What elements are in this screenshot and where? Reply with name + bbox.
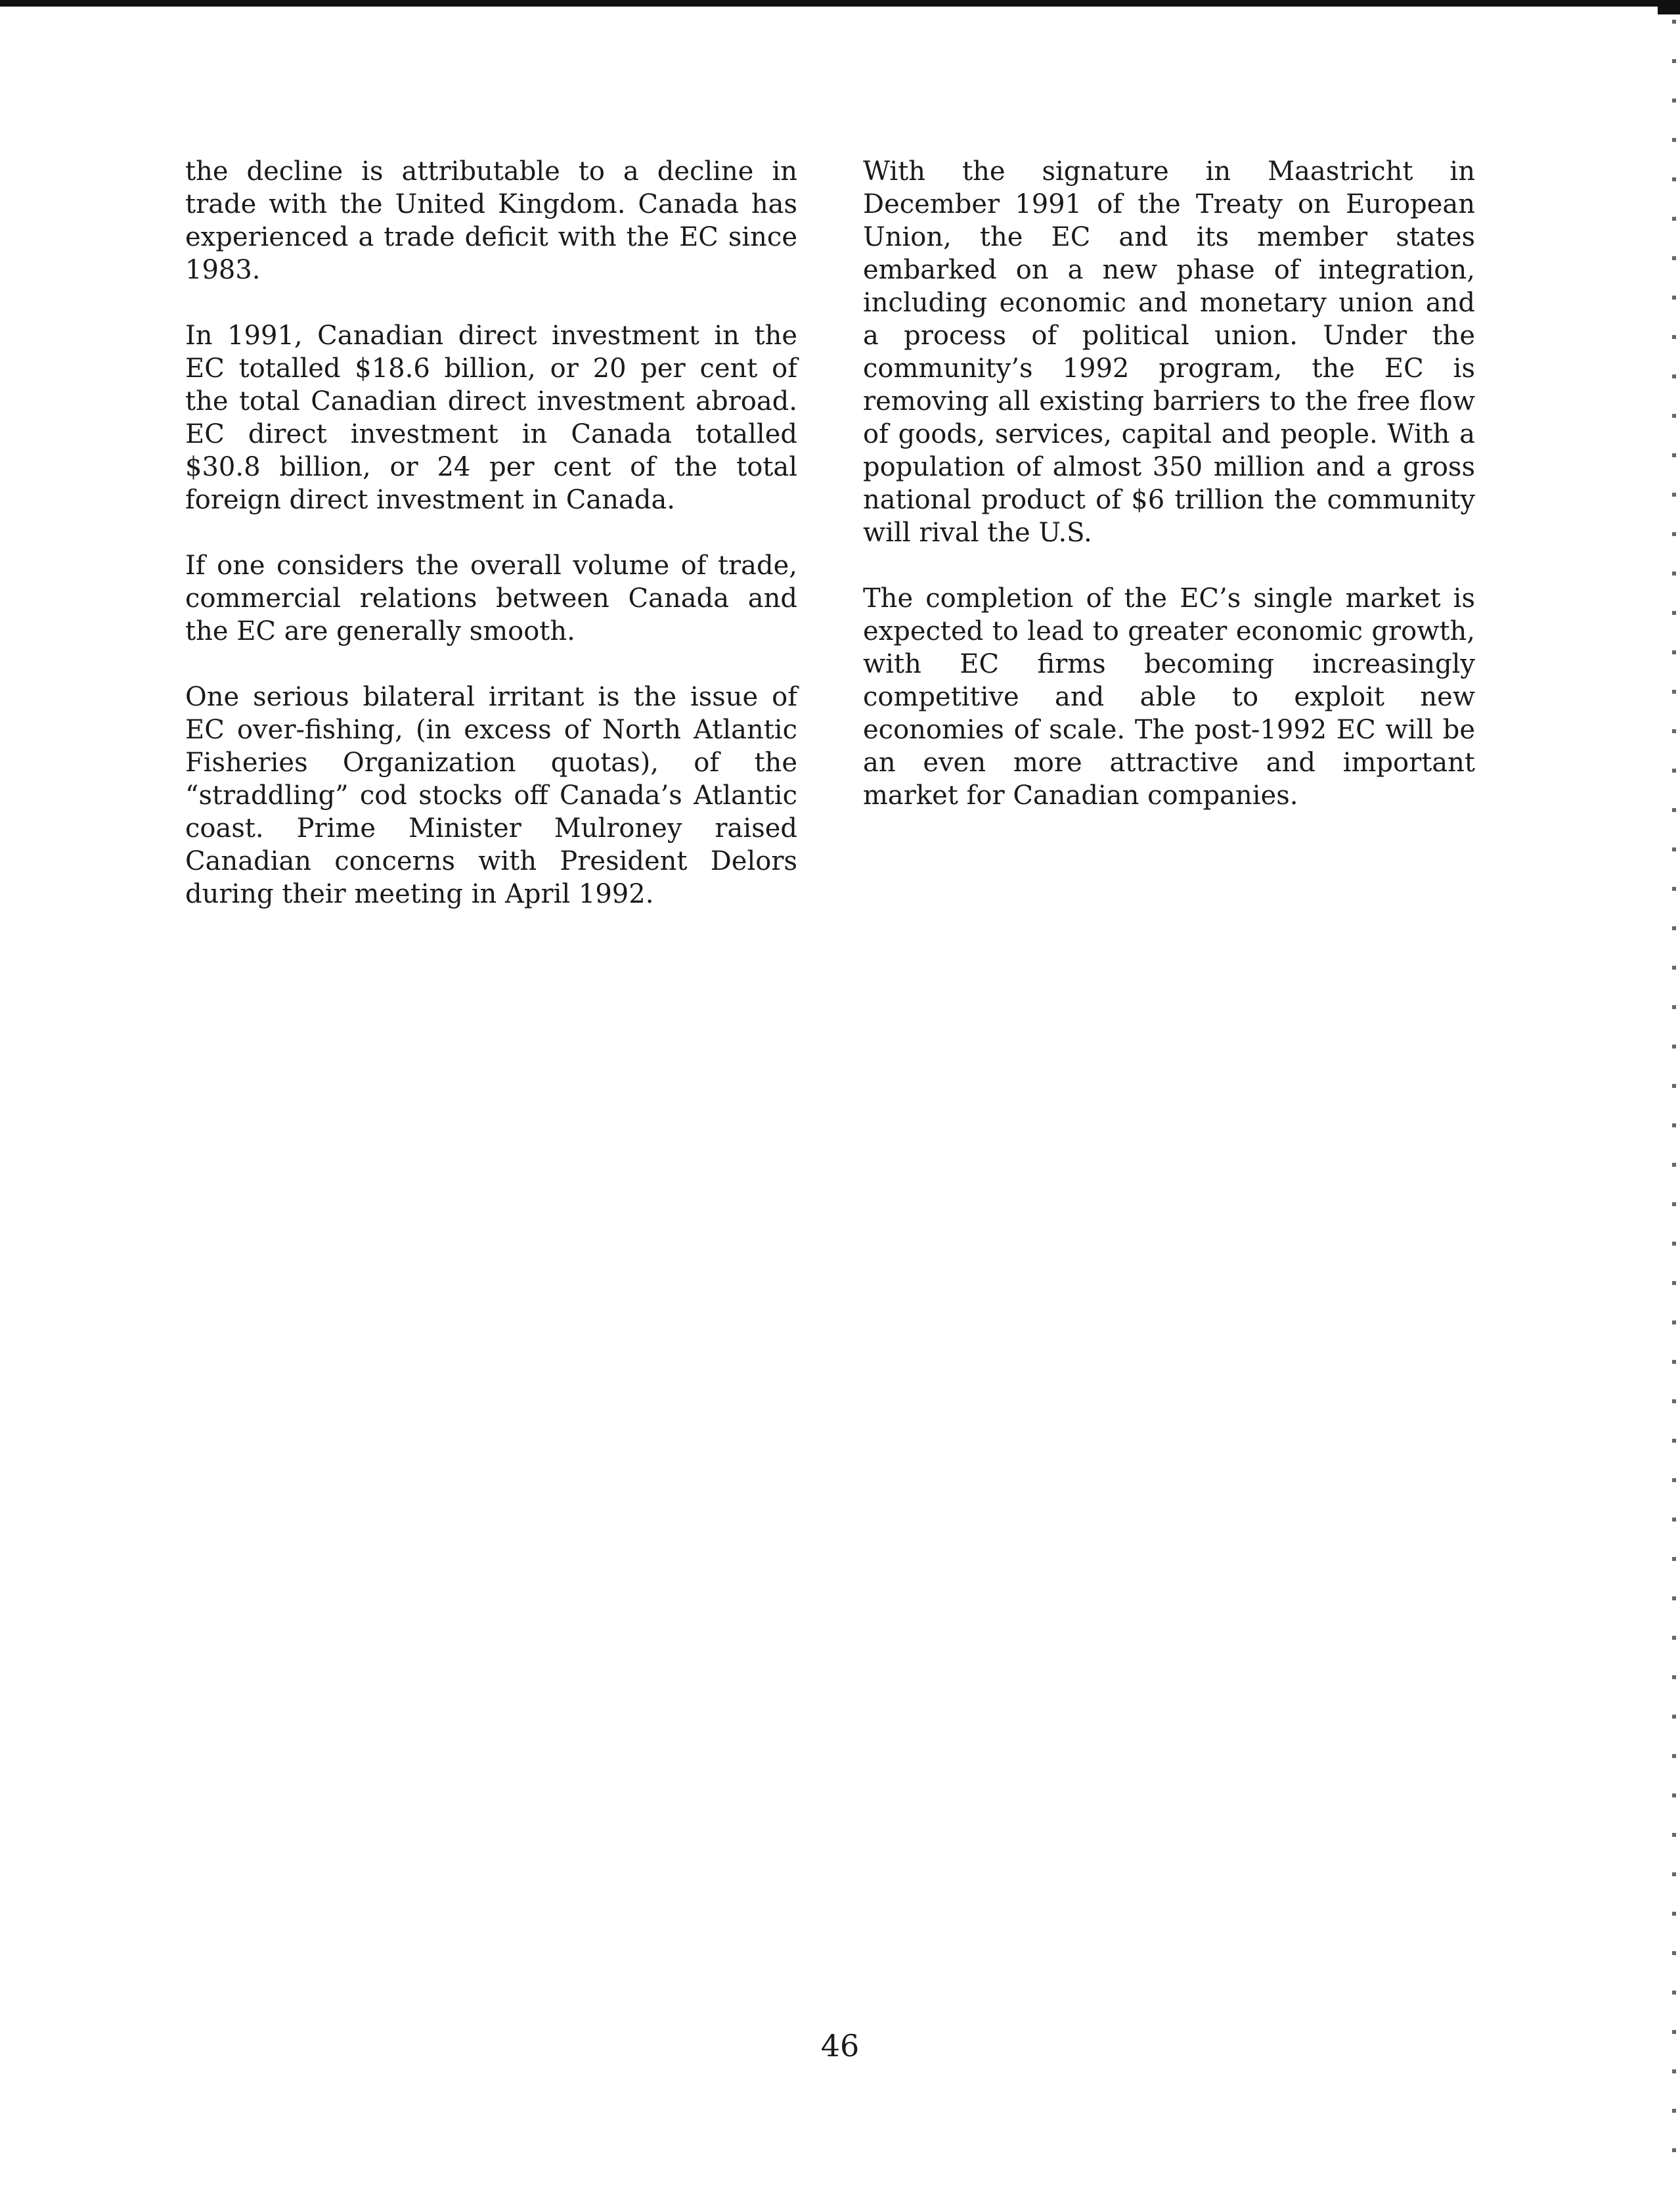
scan-edge-marks xyxy=(1672,20,1676,2181)
paragraph-trade-decline: the decline is attributable to a decline in trade with the United Kingdom. Canada has experienced a trade deficit with the EC since 1983. xyxy=(185,156,797,285)
paragraph-single-market: The completion of the EC’s single market is expected to lead to greater economic growth, with EC firms becoming increasingly competitive and able to exploit new economies of scale. The post-1992 EC will be an even more attractive and important market for Canadian companies. xyxy=(863,583,1475,811)
top-border-corner xyxy=(1658,0,1680,14)
left-text-column xyxy=(185,155,797,943)
paragraph-over-fishing: One serious bilateral irritant is the issue of EC over-fishing, (in excess of North Atlantic Fisheries Organization quotas), of the “straddling” cod stocks off Canada’s Atlantic coast. Prime Minister Mulroney raised Canadian concerns with President Delors during their meeting in April 1992. xyxy=(185,682,797,909)
paragraph-commercial-relations: If one considers the overall volume of trade, commercial relations between Canada and the EC are generally smooth. xyxy=(185,551,797,646)
right-text-column xyxy=(863,155,1475,845)
paragraph-maastricht-treaty: With the signature in Maastricht in December 1991 of the Treaty on European Union, the EC and its member states embarked on a new phase of integration, including economic and monetary union and a process of political union. Under the community’s 1992 program, the EC is removing all existing barriers to the free flow of goods, services, capital and people. With a population of almost 350 million and a gross national product of $6 trillion the community will rival the U.S. xyxy=(863,156,1475,548)
paragraph-direct-investment: In 1991, Canadian direct investment in the EC totalled $18.6 billion, or 20 per cent of the total Canadian direct investment abroad. EC direct investment in Canada totalled $30.8 billion, or 24 per cent of the total foreign direct investment in Canada. xyxy=(185,321,797,515)
top-border-rule xyxy=(0,0,1662,7)
page-number: 46 xyxy=(820,2028,860,2063)
